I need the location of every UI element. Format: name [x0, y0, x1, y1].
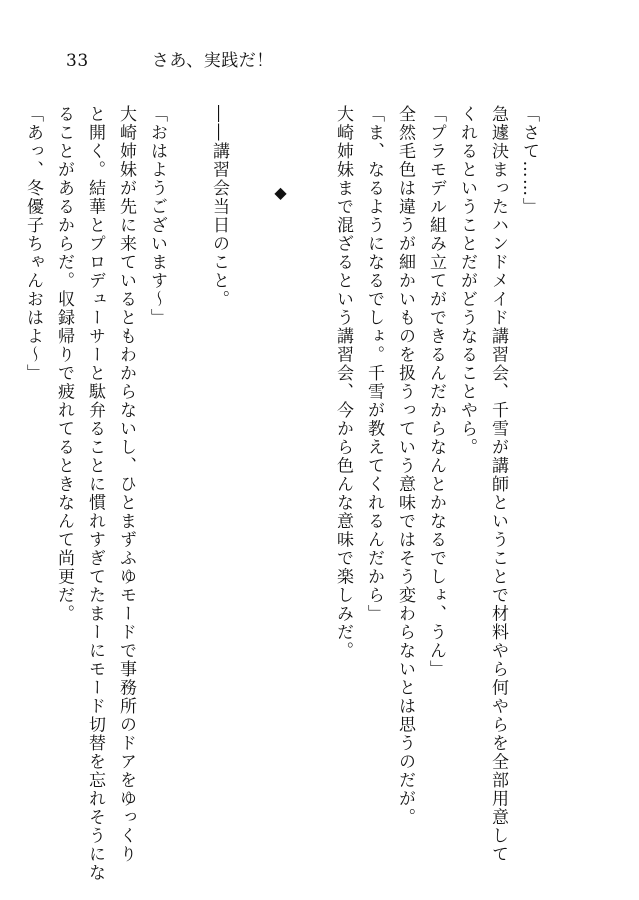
page-number: 33: [66, 51, 89, 71]
blank-line: [296, 105, 327, 865]
scene-separator: ◆: [271, 183, 290, 204]
text-line: くれるということだがどうなることやら。: [457, 105, 477, 457]
text-line: 全然毛色は違うが細かいものを扱うっていう意味ではそう変わらないとは思うのだが。: [395, 105, 415, 827]
page-header: [66, 46, 274, 71]
blank-line: [172, 105, 203, 865]
text-line: 「おはようございます〜」: [147, 105, 167, 327]
text-line: 「あっ、冬優子ちゃんおはよ〜」: [23, 105, 43, 383]
text-line: 大崎姉妹まで混ざるという講習会、今から色んな意味で楽しみだ。: [333, 105, 353, 660]
chapter-title: さあ、実践だ！: [151, 51, 274, 71]
text-line: 「さて……」: [519, 105, 539, 216]
blank-line: [234, 105, 265, 865]
text-line: と開く。結華とプロデューサーと駄弁ることに慣れすぎてたまーにモード切替を忘れそうにな: [85, 105, 105, 882]
body-text: [17, 105, 544, 882]
text-line: ることがあるからだ。収録帰りで疲れてるときなんて尚更だ。: [54, 105, 74, 623]
text-line: ――講習会当日のこと。: [209, 105, 229, 309]
text-line: 大崎姉妹が先に来ているともわからないし、ひとまずふゆモードで事務所のドアをゆっくり: [116, 105, 136, 864]
text-line: 「プラモデル組み立てができるんだからなんとかなるでしょ、うん」: [426, 105, 446, 679]
text-line: 急遽決まったハンドメイド講習会、千雪が講師ということで材料やら何やらを全部用意して: [488, 105, 508, 864]
text-line: 「ま、なるようになるでしょ。千雪が教えてくれるんだから」: [364, 105, 384, 623]
